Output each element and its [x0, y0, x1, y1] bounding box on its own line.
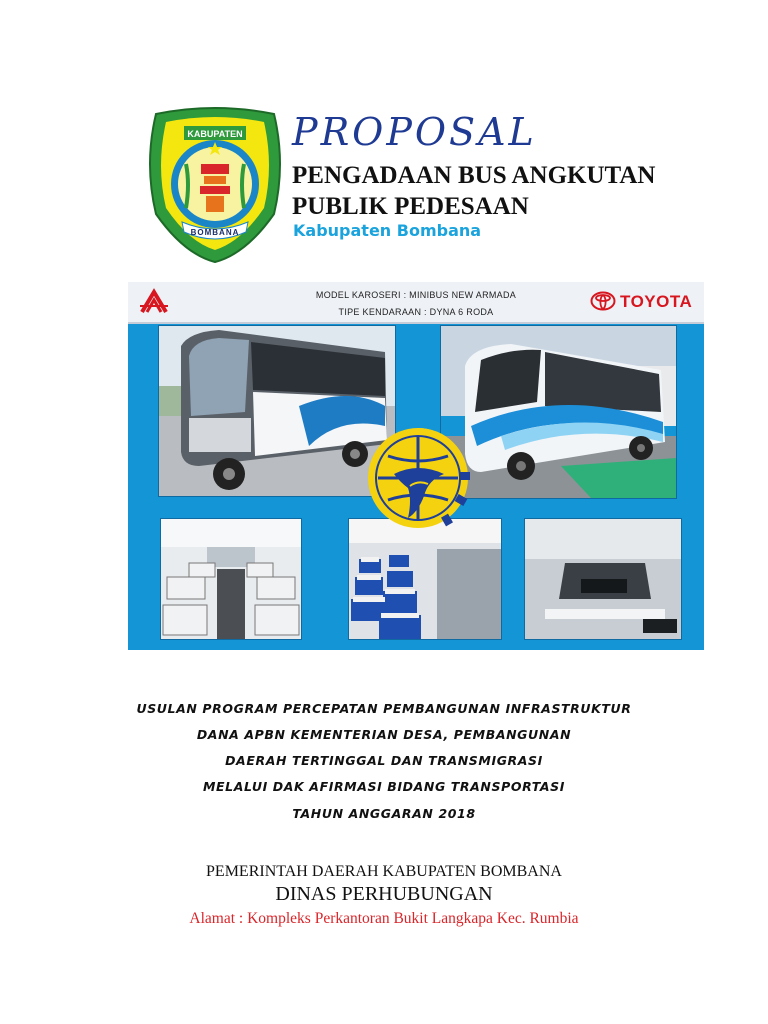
subtitle-line-2: PUBLIK PEDESAAN — [292, 193, 529, 220]
toyota-wordmark: TOYOTA — [620, 292, 693, 311]
program-line-2: DANA APBN KEMENTERIAN DESA, PEMBANGUNAN — [196, 727, 572, 742]
panel-header — [128, 282, 704, 324]
bus-front-photo — [158, 325, 396, 497]
vehicle-type-text: TIPE KENDARAAN : DYNA 6 RODA — [338, 307, 494, 317]
address-text: Alamat : Kompleks Perkantoran Bukit Langkapa Kec. Rumbia — [189, 910, 579, 927]
program-line-5: TAHUN ANGGARAN 2018 — [292, 806, 476, 821]
model-text: MODEL KAROSERI : MINIBUS NEW ARMADA — [315, 290, 517, 300]
bus-rear-photo — [440, 325, 677, 499]
interior-photo-1 — [160, 518, 302, 640]
logo-bottom-text: BOMBANA — [190, 228, 240, 237]
interior-photo-2 — [348, 518, 502, 640]
interior-photo-3 — [524, 518, 682, 640]
subtitle-line-1: PENGADAAN BUS ANGKUTAN — [292, 162, 656, 189]
department-name: DINAS PERHUBUNGAN — [275, 883, 493, 905]
region-name: Kabupaten Bombana — [293, 221, 482, 240]
logo-top-text: KABUPATEN — [187, 129, 243, 139]
ministry-of-transport-emblem — [364, 422, 472, 534]
bus-brochure-panel — [128, 282, 704, 650]
program-line-1: USULAN PROGRAM PERCEPATAN PEMBANGUNAN INFRASTRUKTUR — [136, 701, 632, 716]
program-line-4: MELALUI DAK AFIRMASI BIDANG TRANSPORTASI — [202, 779, 566, 794]
toyota-logo-icon — [590, 291, 616, 311]
proposal-title: PROPOSAL — [292, 110, 537, 154]
government-name: PEMERINTAH DAERAH KABUPATEN BOMBANA — [206, 863, 562, 880]
program-line-3: DAERAH TERTINGGAL DAN TRANSMIGRASI — [225, 753, 543, 768]
regency-logo — [146, 104, 284, 264]
toyota-brand — [590, 291, 698, 313]
